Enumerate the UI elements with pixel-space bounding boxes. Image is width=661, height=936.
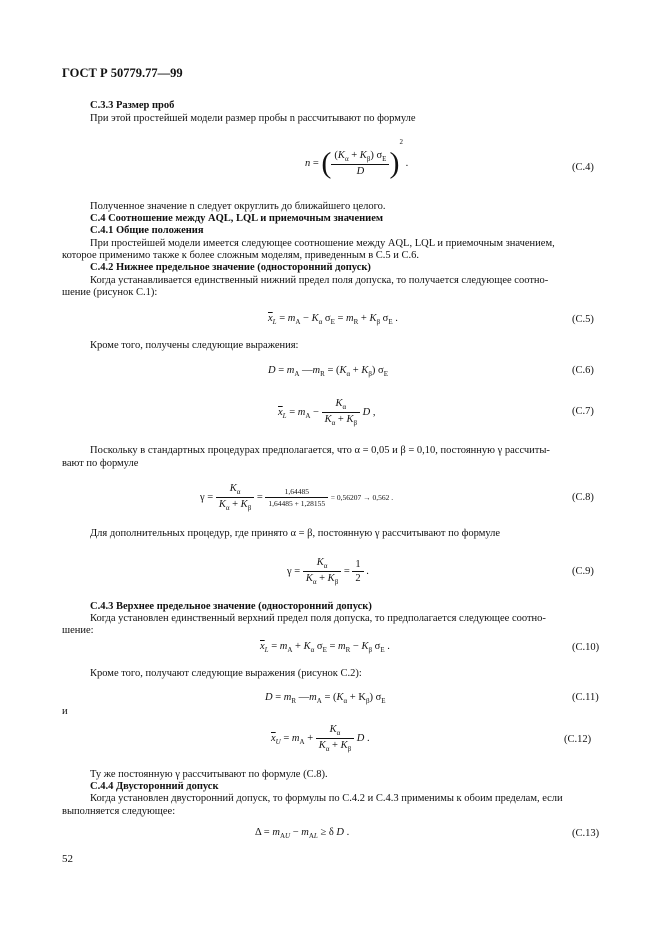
equation-c5: $\overline{x}_L = m_A - K_\alpha$ $\sigma_E = m_R + K_\beta$ $\sigma_E$ . (268, 313, 398, 327)
equation-c12: $\overline{x}_U = m_A$ + $\frac{K_\alpha}{K_\alpha + K_\beta}$ D . (271, 724, 370, 754)
word-and: и (62, 706, 68, 717)
section-title-c44: С.4.4 Двусторонний допуск (90, 781, 219, 792)
paragraph-c41-line1: При простейшей модели имеется следующее соотношение между AQL, LQL и приемочным значением, (90, 238, 555, 249)
equation-label-c8: (С.8) (572, 492, 594, 503)
equation-label-c10: (С.10) (572, 642, 600, 653)
eq8-numerator: 1,64485 (265, 487, 328, 498)
paragraph-c42-line1: Когда устанавливается единственный нижний предел поля допуска, то получается следующее соотно- (90, 275, 549, 286)
paragraph-c42-addl: Для дополнительных процедур, где принято α = β, постоянную γ рассчитывают по формуле (90, 528, 501, 539)
paragraph-c42-since-line1: Поскольку в стандартных процедурах предполагается, что α = 0,05 и β = 0,10, постоянную γ рассчиты- (90, 445, 550, 456)
equation-c10: $\overline{x}_L = m_A + K_\alpha$ $\sigma_E = m_R - K_\beta$ $\sigma_E$ . (260, 641, 390, 655)
section-title-c4: С.4 Соотношение между AQL, LQL и приемочным значением (90, 213, 384, 224)
equation-c7: $\overline{x}_L = m_A$ − $\frac{K_\alpha}{K_\alpha + K_\beta}$ D , (278, 398, 376, 428)
equation-label-c13: (С.13) (572, 828, 600, 839)
equation-c11: $D = m_R$ $—m_A = (K_\alpha + K_\beta)$ $\sigma_E$ (265, 692, 386, 706)
section-title-c43: С.4.3 Верхнее предельное значение (односторонний допуск) (90, 601, 372, 612)
equation-label-c9: (С.9) (572, 566, 594, 577)
paragraph-rounding: Полученное значение n следует округлить до ближайшего целого. (90, 201, 386, 212)
eq8-result: = 0,56207 → 0,562 . (330, 493, 394, 502)
equation-label-c7: (С.7) (572, 406, 594, 417)
equation-c4: n = ( $\frac{(K_\alpha + K_\beta) \sigma_E}{D}$ )$^2$ . (305, 138, 409, 180)
section-title-c42: С.4.2 Нижнее предельное значение (односторонний допуск) (90, 262, 371, 273)
paragraph-c44-line2: выполняется следующее: (62, 806, 176, 817)
paragraph-c43-same: Ту же постоянную γ рассчитывают по формуле (С.8). (90, 769, 328, 780)
paragraph-c33: При этой простейшей модели размер пробы n рассчитывают по формуле (90, 113, 416, 124)
equation-label-c4: (С.4) (572, 162, 594, 173)
equation-label-c6: (С.6) (572, 365, 594, 376)
section-title-c33: С.3.3 Размер проб (90, 100, 175, 111)
equation-label-c11: (С.11) (572, 692, 599, 703)
equation-c13: $\Delta = m_{AU} - m_{AL} \ge \delta$ D . (255, 827, 350, 841)
paragraph-c42-also: Кроме того, получены следующие выражения: (90, 340, 299, 351)
paragraph-c43-line1: Когда установлен единственный верхний предел поля допуска, то предполагается следующее соотно- (90, 613, 546, 624)
equation-c6: $D = m_A$ $—m_R = (K_\alpha + K_\beta)$ $\sigma_E$ (268, 365, 388, 379)
equation-label-c5: (С.5) (572, 314, 594, 325)
paragraph-c44-line1: Когда установлен двусторонний допуск, то формулы по С.4.2 и С.4.3 применимы к обоим пределам, если (90, 793, 563, 804)
section-title-c41: С.4.1 Общие положения (90, 225, 204, 236)
equation-c8: γ = $\frac{K_\alpha}{K_\alpha + K_\beta}$ = $\frac{1,64485}{1,64485 + 1,28155}$ = 0,56207 → 0,562 . (200, 483, 394, 513)
equation-c9: γ = $\frac{K_\alpha}{K_\alpha + K_\beta}$ = $\frac{1}{2}$ . (287, 557, 369, 587)
paragraph-c42-line2: шение (рисунок С.1): (62, 287, 158, 298)
paragraph-c41-line2: которое применимо также к более сложным моделям, приведенным в С.5 и С.6. (62, 250, 420, 261)
document-header: ГОСТ Р 50779.77—99 (62, 66, 183, 80)
paragraph-c43-line2: шение: (62, 625, 94, 636)
paragraph-c42-since-line2: вают по формуле (62, 458, 139, 469)
page-number: 52 (62, 853, 73, 865)
equation-label-c12: (С.12) (564, 734, 592, 745)
eq8-denominator: 1,64485 + 1,28155 (268, 499, 326, 509)
paragraph-c43-also: Кроме того, получают следующие выражения (рисунок С.2): (90, 668, 362, 679)
